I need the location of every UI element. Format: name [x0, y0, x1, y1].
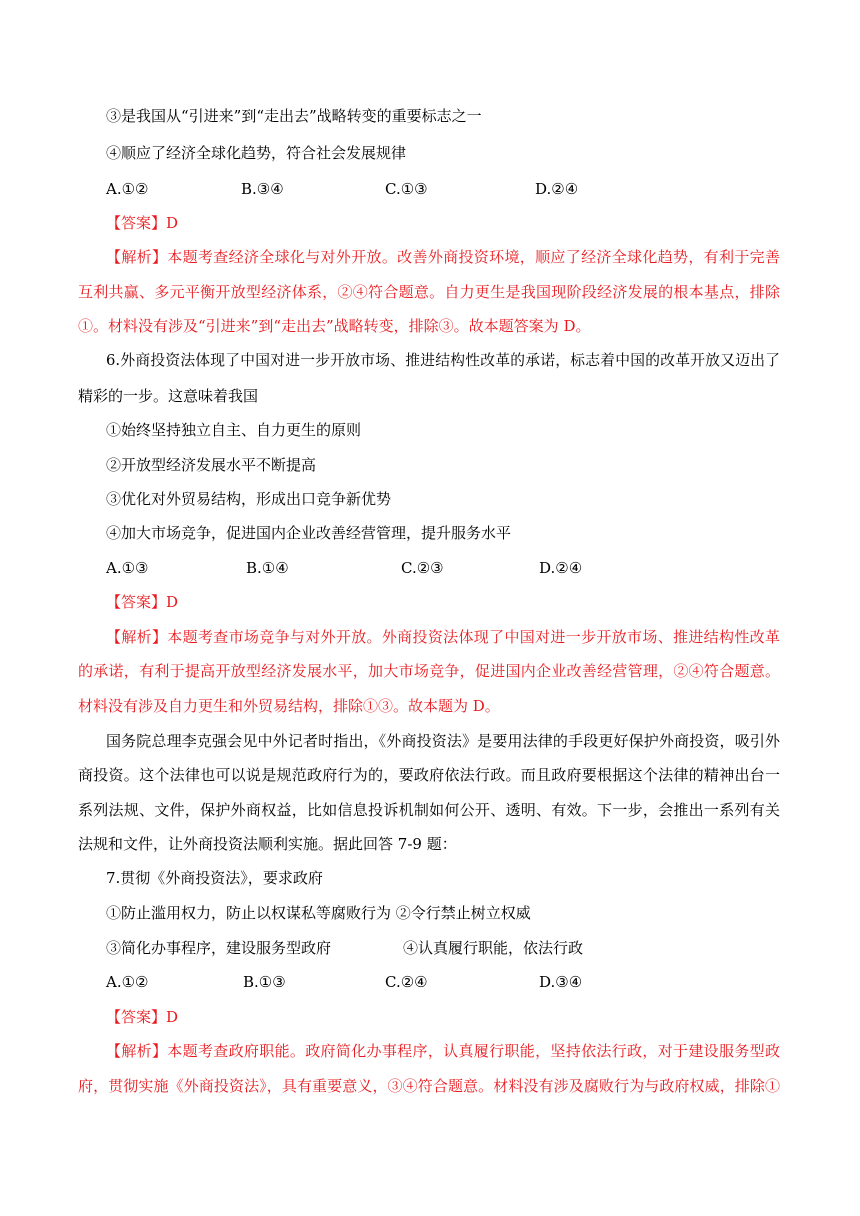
material-line-2: 商投资。这个法律也可以说是规范政府行为的，要政府依法行政。而且政府要根据这个法律的精神出台一: [78, 766, 780, 784]
q6-explanation-line-1: 【解析】本题考查市场竞争与对外开放。外商投资法体现了中国对进一步开放市场、推进结构性改革: [106, 628, 780, 646]
q6-explanation-line-2: 的承诺，有利于提高开放型经济发展水平，加大市场竞争，促进国内企业改善经营管理，②④符合题意。: [78, 662, 780, 680]
q6-stem-line-2: 精彩的一步。这意味着我国: [78, 387, 259, 405]
q6-answer: 【答案】D: [106, 593, 179, 611]
q6-choice-d: D.②④: [539, 559, 583, 577]
q6-stem-line-1: 6.外商投资法体现了中国对进一步开放市场、推进结构性改革的承诺，标志着中国的改革开放又迈出了: [106, 352, 780, 369]
q7-choice-d: D.③④: [539, 973, 583, 991]
q6-choice-a: A.①③: [106, 559, 149, 577]
q5-explanation-line-1: 【解析】本题考查经济全球化与对外开放。改善外商投资环境，顺应了经济全球化趋势，有利于完善: [106, 248, 780, 266]
q6-option-item-2: ②开放型经济发展水平不断提高: [106, 456, 317, 474]
q6-option-item-1: ①始终坚持独立自主、自力更生的原则: [106, 421, 362, 439]
material-line-4: 法规和文件，让外商投资法顺利实施。据此回答 7-9 题：: [78, 835, 457, 853]
q5-option-item-4: ④顺应了经济全球化趋势，符合社会发展规律: [106, 144, 407, 162]
q7-option-item-3: ③简化办事程序，建设服务型政府: [106, 939, 332, 957]
q7-option-item-4: ④认真履行职能，依法行政: [403, 939, 584, 957]
q6-option-item-3: ③优化对外贸易结构，形成出口竞争新优势: [106, 490, 392, 508]
q6-explanation-line-3: 材料没有涉及自力更生和外贸易结构，排除①③。故本题为 D。: [78, 697, 500, 715]
q6-choice-b: B.①④: [246, 559, 289, 577]
q7-answer: 【答案】D: [106, 1008, 179, 1026]
q7-stem: 7.贯彻《外商投资法》，要求政府: [106, 869, 323, 887]
q6-option-item-4: ④加大市场竞争，促进国内企业改善经营管理，提升服务水平: [106, 524, 512, 542]
q6-choice-c: C.②③: [401, 559, 444, 577]
q5-choice-a: A.①②: [106, 180, 149, 198]
q7-choice-c: C.②④: [385, 973, 428, 991]
material-line-1: 国务院总理李克强会见中外记者时指出，《外商投资法》是要用法律的手段更好保护外商投资，吸引外: [106, 732, 780, 750]
q5-choice-d: D.②④: [535, 180, 579, 198]
q7-option-items-1-2: ①防止滥用权力，防止以权谋私等腐败行为 ②令行禁止树立权威: [106, 904, 531, 922]
q7-choice-a: A.①②: [106, 973, 149, 991]
q5-explanation-line-2: 互利共赢、多元平衡开放型经济体系，②④符合题意。自力更生是我国现阶段经济发展的根本基点，排除: [78, 283, 780, 301]
material-line-3: 系列法规、文件，保护外商权益，比如信息投诉机制如何公开、透明、有效。下一步，会推出一系列有关: [78, 801, 780, 819]
q5-answer: 【答案】D: [106, 214, 179, 232]
q7-choice-b: B.①③: [243, 973, 286, 991]
q5-explanation-line-3: ①。材料没有涉及“引进来”到“走出去”战略转变，排除③。故本题答案为 D。: [78, 317, 591, 335]
q5-choice-c: C.①③: [385, 180, 428, 198]
q7-explanation-line-1: 【解析】本题考查政府职能。政府简化办事程序，认真履行职能，坚持依法行政，对于建设服务型政: [106, 1042, 780, 1060]
q5-choice-b: B.③④: [241, 180, 284, 198]
q7-explanation-line-2: 府，贯彻实施《外商投资法》，具有重要意义，③④符合题意。材料没有涉及腐败行为与政府权威，排除①: [78, 1077, 780, 1095]
q5-option-item-3: ③是我国从“引进来”到“走出去”战略转变的重要标志之一: [106, 107, 482, 125]
